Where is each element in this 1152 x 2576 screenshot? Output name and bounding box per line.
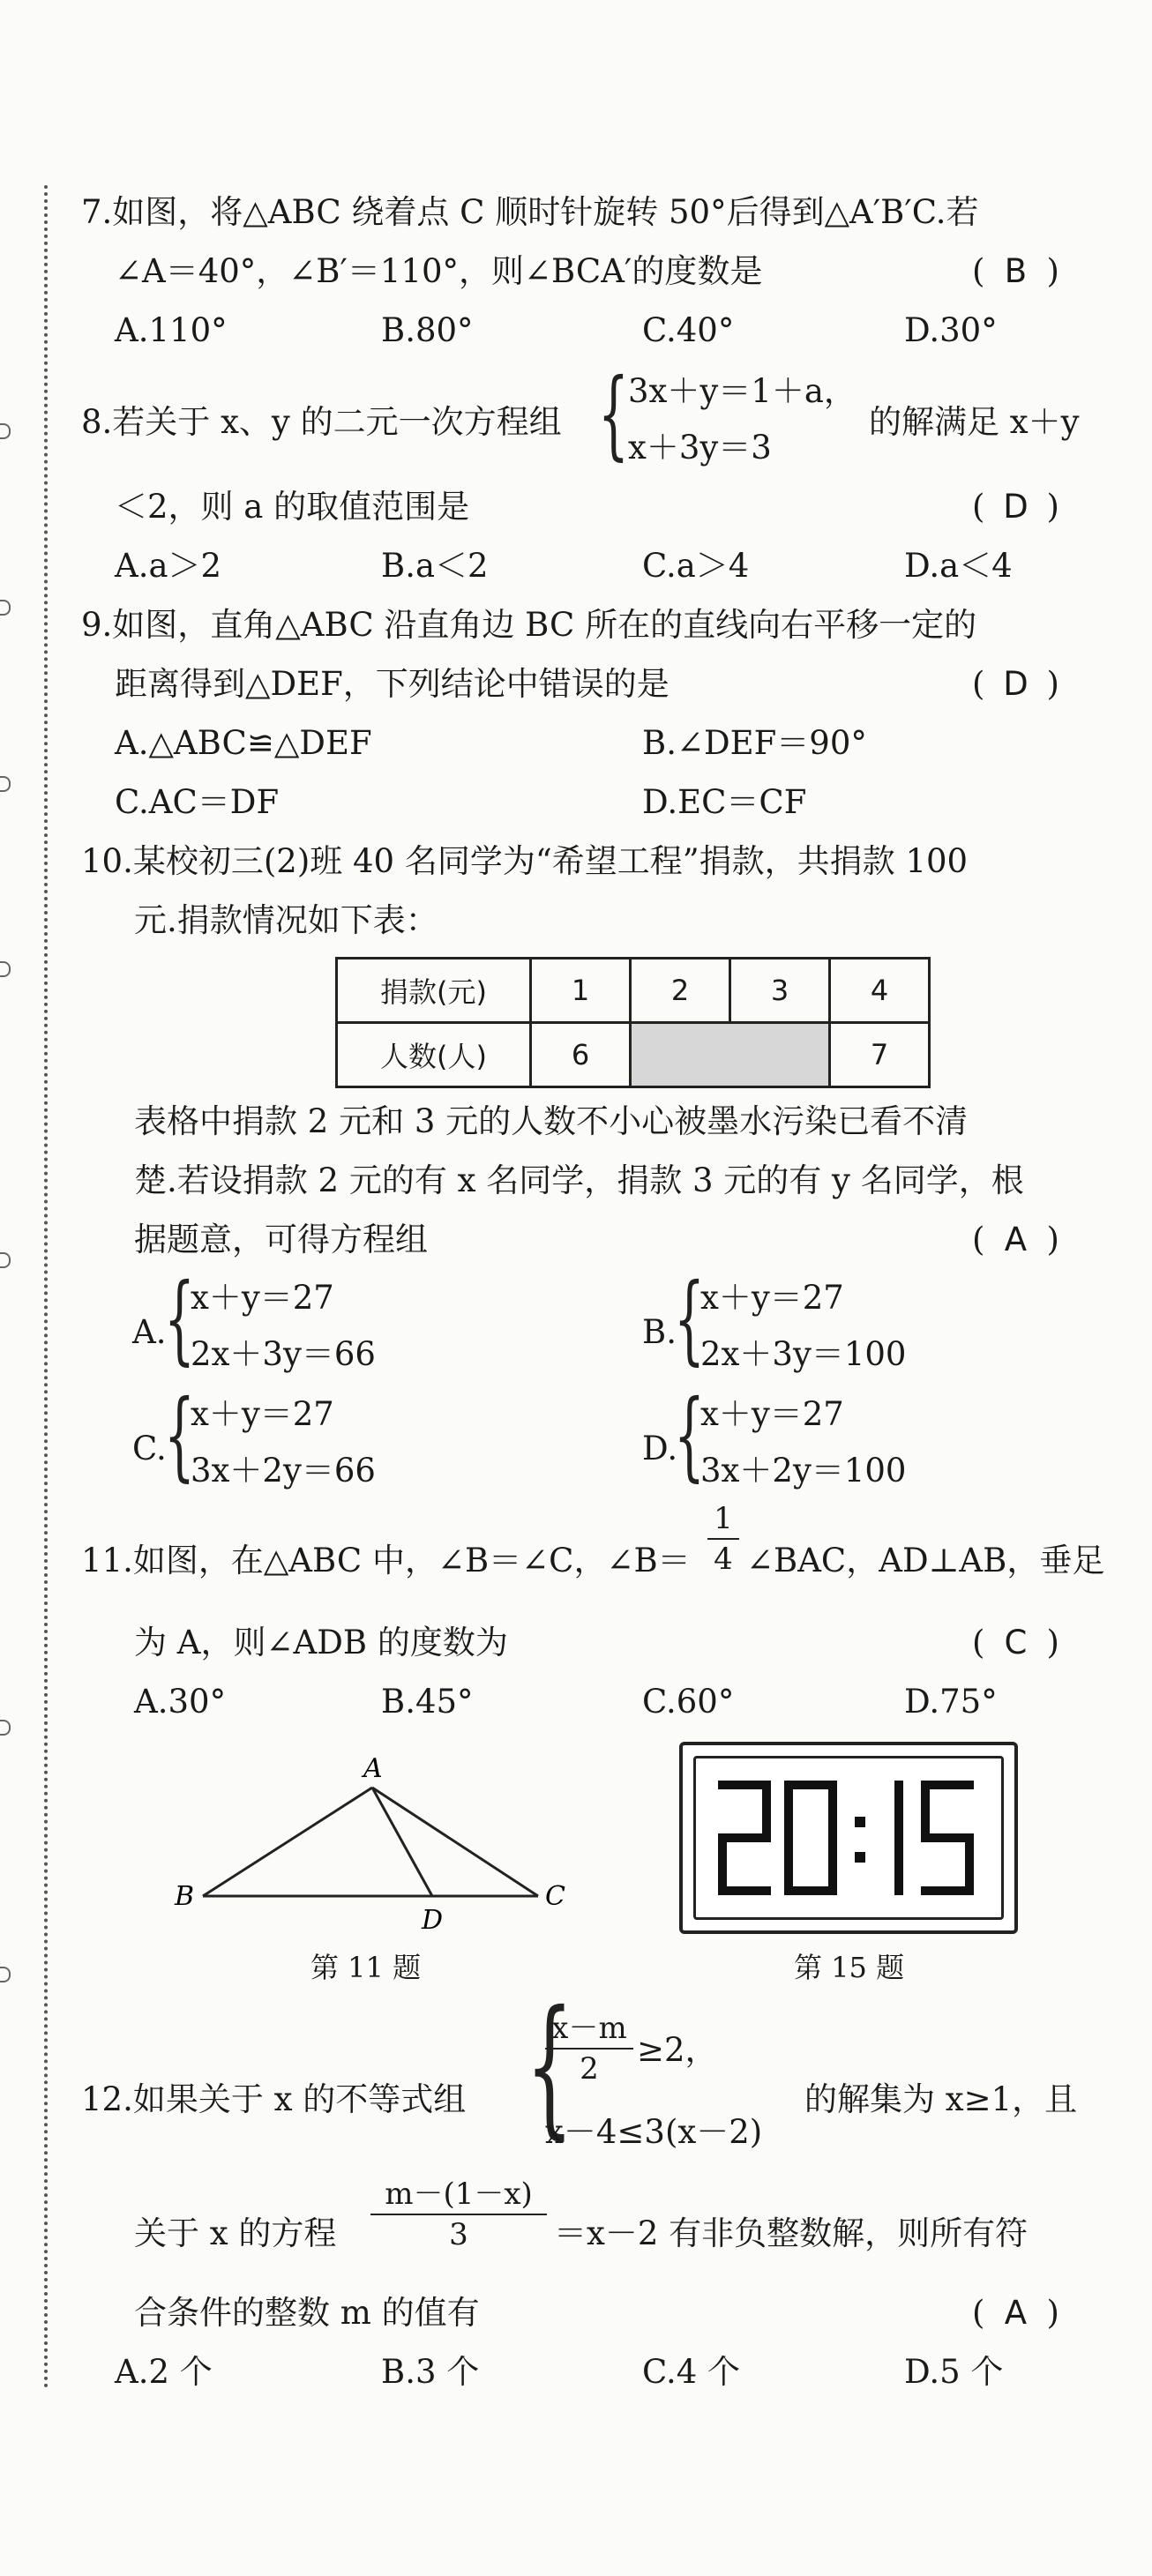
q7-answer-bracket: ( B ) xyxy=(972,250,1059,294)
q10-option-b-brace: { xyxy=(674,1262,705,1375)
q10-stem-line4: 楚.若设捐款 2 元的有 x 名同学，捐款 3 元的有 y 名同学，根 xyxy=(134,1161,1024,1199)
q10-option-a-brace: { xyxy=(164,1262,195,1375)
q12-answer-bracket: ( A ) xyxy=(972,2291,1059,2335)
q11-answer: C xyxy=(1004,1624,1028,1661)
q8-option-d: D.a＜4 xyxy=(904,547,1013,585)
triangle-figure xyxy=(159,1742,582,1945)
edge-mark xyxy=(0,961,11,977)
q9-option-c: C.AC＝DF xyxy=(115,783,280,821)
q8-option-b: B.a＜2 xyxy=(381,547,489,585)
q9-option-d: D.EC＝CF xyxy=(642,783,807,821)
digital-clock xyxy=(679,1742,1018,1934)
q8-answer-bracket: ( D ) xyxy=(972,485,1059,529)
q11-option-b: B.45° xyxy=(381,1683,474,1721)
q8-answer: D xyxy=(1003,488,1029,526)
q10-stem-line1: 10.某校初三(2)班 40 名同学为“希望工程”捐款，共捐款 100 xyxy=(81,842,969,880)
table-cell: 3 xyxy=(730,959,830,1023)
q9-answer: D xyxy=(1003,665,1029,703)
digit-5 xyxy=(925,1785,969,1891)
q10-option-c-eq1: x＋y＝27 xyxy=(191,1395,334,1433)
q10-option-d-label: D. xyxy=(642,1430,678,1467)
segment-ad xyxy=(372,1788,432,1896)
q10-answer-bracket: ( A ) xyxy=(972,1218,1059,1262)
q11-option-a: A.30° xyxy=(134,1683,227,1721)
q12-option-d: D.5 个 xyxy=(904,2353,1004,2391)
q10-stem-line2: 元.捐款情况如下表： xyxy=(134,901,438,939)
digit-0 xyxy=(789,1785,833,1891)
q9-option-b: B.∠DEF＝90° xyxy=(642,724,867,762)
table-cell: 1 xyxy=(531,959,631,1023)
q8-system xyxy=(628,363,857,476)
q11-fraction-denominator: 4 xyxy=(714,1542,733,1577)
segment-ab xyxy=(203,1788,372,1896)
q11-stem-suffix: ∠BAC，AD⊥AB，垂足 xyxy=(746,1542,1105,1579)
q8-system-brace: { xyxy=(598,357,629,470)
edge-mark xyxy=(0,1967,11,1982)
binding-dotted-line xyxy=(44,185,48,2390)
q9-stem-line2: 距离得到△DEF，下列结论中错误的是 xyxy=(115,665,670,703)
q11-stem-line2: 为 A，则∠ADB 的度数为 xyxy=(134,1624,508,1661)
label-b: B xyxy=(175,1881,195,1912)
q12-answer: A xyxy=(1004,2294,1028,2332)
q10-option-b-label: B. xyxy=(642,1313,677,1351)
q8-eq1: 3x＋y＝1＋a， xyxy=(628,372,857,410)
q12-stem-prefix: 12.如果关于 x 的不等式组 xyxy=(81,2080,467,2118)
q7-option-d: D.30° xyxy=(904,311,998,349)
q10-stem-line5: 据题意，可得方程组 xyxy=(134,1221,428,1258)
q10-option-d-brace: { xyxy=(674,1378,705,1491)
label-a: A xyxy=(363,1753,383,1784)
q8-option-a: A.a＞2 xyxy=(115,547,222,585)
q8-option-c: C.a＞4 xyxy=(642,547,750,585)
q10-option-d-eq2: 3x＋2y＝100 xyxy=(700,1452,907,1490)
q12-equation-denominator: 3 xyxy=(449,2217,468,2252)
q7-stem-line1: 7.如图，将△ABC 绕着点 C 顺时针旋转 50°后得到△A′B′C.若 xyxy=(81,193,979,231)
q10-option-b-eq1: x＋y＝27 xyxy=(700,1279,844,1317)
q9-stem-line1: 9.如图，直角△ABC 沿直角边 BC 所在的直线向右平移一定的 xyxy=(81,606,977,644)
colon-dot-bottom xyxy=(855,1852,865,1863)
q10-stem-line3: 表格中捐款 2 元和 3 元的人数不小心被墨水污染已看不清 xyxy=(134,1102,969,1140)
q10-option-b-eq2: 2x＋3y＝100 xyxy=(700,1335,907,1373)
q10-option-a-label: A. xyxy=(132,1313,167,1351)
q12-ineq1-denominator: 2 xyxy=(580,2051,599,2087)
q12-ineq1-numerator: x－m xyxy=(551,2011,627,2046)
table-row xyxy=(337,959,930,1023)
edge-mark xyxy=(0,423,11,439)
table-row xyxy=(337,1023,930,1087)
table-cell: 6 xyxy=(531,1023,631,1087)
q8-eq2: x＋3y＝3 xyxy=(628,429,772,467)
table-cell: 人数(人) xyxy=(337,1023,531,1087)
digit-2 xyxy=(722,1785,767,1891)
q10-option-c-eq2: 3x＋2y＝66 xyxy=(191,1452,376,1490)
q12-option-c: C.4 个 xyxy=(642,2353,741,2391)
q12-line2-suffix: ＝x－2 有非负整数解，则所有符 xyxy=(554,2214,1029,2252)
ink-stain-cell xyxy=(631,1023,830,1087)
q10-option-a-system xyxy=(191,1270,376,1383)
q7-answer: B xyxy=(1004,252,1028,290)
edge-mark xyxy=(0,600,11,616)
figure-11-caption: 第 11 题 xyxy=(310,1951,422,1984)
q10-option-a-eq2: 2x＋3y＝66 xyxy=(191,1335,376,1373)
q11-option-c: C.60° xyxy=(642,1683,735,1721)
q11-option-d: D.75° xyxy=(904,1683,998,1721)
q11-fraction xyxy=(707,1499,739,1579)
q10-option-d-eq1: x＋y＝27 xyxy=(700,1395,844,1433)
colon-dot-top xyxy=(855,1817,865,1827)
q11-answer-bracket: ( C ) xyxy=(972,1621,1059,1665)
donation-table xyxy=(335,957,931,1088)
clock-screen xyxy=(693,1756,1004,1920)
q10-option-a-eq1: x＋y＝27 xyxy=(191,1279,334,1317)
clock-digits xyxy=(696,1758,1001,1917)
q12-option-b: B.3 个 xyxy=(381,2353,480,2391)
q12-stem-suffix: 的解集为 x≥1，且 xyxy=(804,2080,1078,2118)
q7-option-b: B.80° xyxy=(381,311,474,349)
q12-equation-numerator: m－(1－x) xyxy=(385,2177,533,2212)
q12-equation-fraction xyxy=(370,2175,547,2254)
edge-mark xyxy=(0,1252,11,1268)
q9-option-a: A.△ABC≌△DEF xyxy=(115,724,372,762)
q12-line2-prefix: 关于 x 的方程 xyxy=(134,2214,337,2252)
q10-option-d-system xyxy=(700,1386,906,1499)
q10-option-c-system xyxy=(191,1386,376,1499)
q12-ineq1-fraction xyxy=(545,2009,633,2088)
q11-fraction-numerator: 1 xyxy=(714,1501,733,1536)
q10-option-c-brace: { xyxy=(164,1378,195,1491)
q12-system-brace: { xyxy=(526,1979,574,2154)
q11-stem-prefix: 11.如图，在△ABC 中，∠B＝∠C，∠B＝ xyxy=(81,1542,691,1579)
q7-option-c: C.40° xyxy=(642,311,735,349)
table-cell: 7 xyxy=(830,1023,930,1087)
figure-15-caption: 第 15 题 xyxy=(794,1951,905,1984)
q12-option-a: A.2 个 xyxy=(115,2353,213,2391)
q10-answer: A xyxy=(1004,1221,1028,1258)
label-d: D xyxy=(422,1905,444,1936)
q9-answer-bracket: ( D ) xyxy=(972,662,1059,706)
label-c: C xyxy=(545,1881,565,1912)
q12-ineq1-rest: ≥2， xyxy=(637,2031,718,2069)
segment-ac xyxy=(372,1788,538,1896)
q10-option-b-system xyxy=(700,1270,906,1383)
edge-mark xyxy=(0,776,11,792)
q12-line3: 合条件的整数 m 的值有 xyxy=(134,2294,480,2332)
q8-stem-suffix: 的解满足 x＋y xyxy=(869,403,1080,441)
q7-option-a: A.110° xyxy=(115,311,228,349)
edge-mark xyxy=(0,1720,11,1736)
q8-stem-line2: ＜2，则 a 的取值范围是 xyxy=(115,488,470,526)
q10-option-c-label: C. xyxy=(132,1430,167,1467)
q7-stem-line2: ∠A＝40°，∠B′＝110°，则∠BCA′的度数是 xyxy=(115,252,763,290)
table-cell: 2 xyxy=(631,959,730,1023)
q12-ineq2: x－4≤3(x－2) xyxy=(545,2113,763,2151)
q8-stem-prefix: 8.若关于 x、y 的二元一次方程组 xyxy=(81,403,562,441)
table-cell: 捐款(元) xyxy=(337,959,531,1023)
table-cell: 4 xyxy=(830,959,930,1023)
